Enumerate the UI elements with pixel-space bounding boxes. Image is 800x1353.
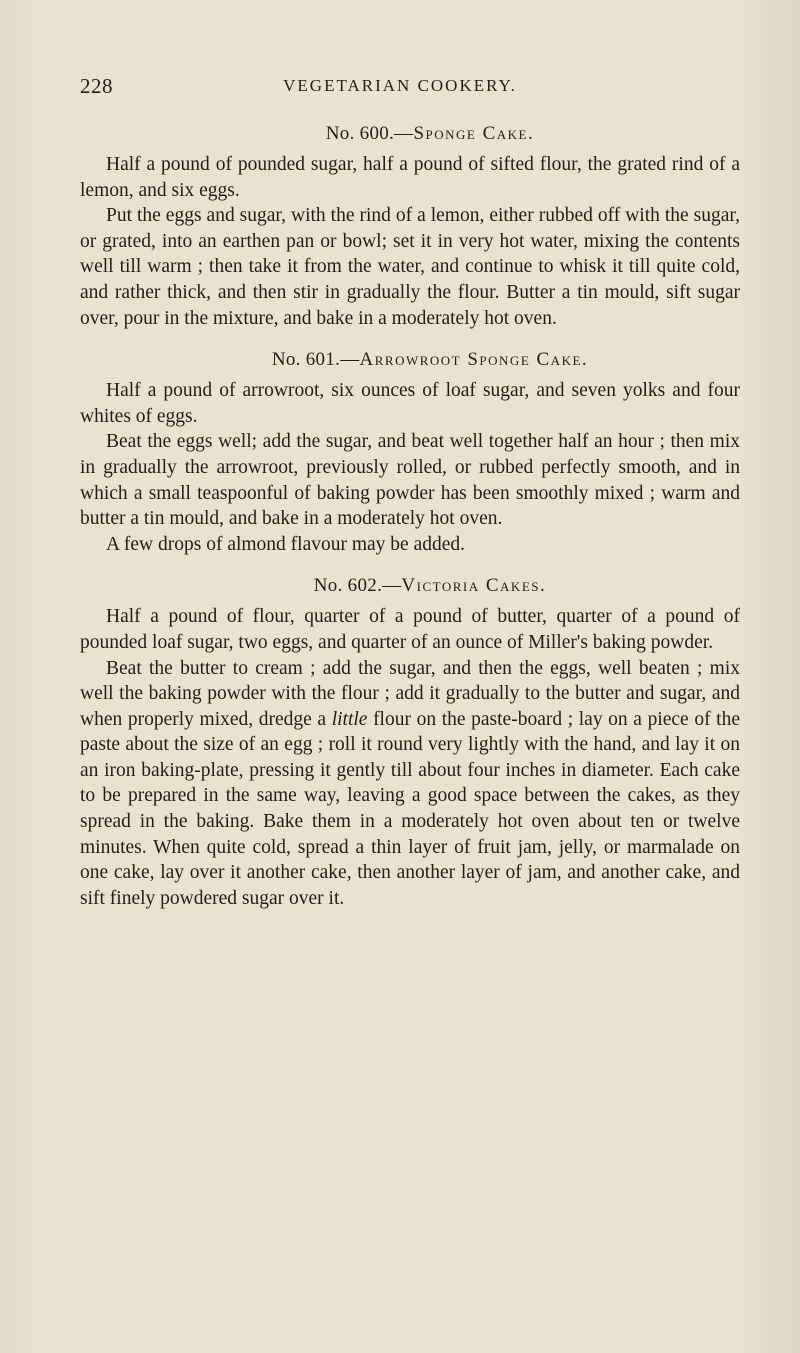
method-text-italic: little bbox=[331, 708, 368, 730]
recipe-ingredients: Half a pound of arrowroot, six ounces of loaf sugar, and seven yolks and four whites of eggs. bbox=[80, 380, 740, 427]
recipe-method: Beat the eggs well; add the sugar, and beat well together half an hour ; then mix in gradually the arrowroot, previously rolled, or rubbed perfectly smooth, and in which a small teaspoonful of baking powder has been smoothly mixed ; warm and butter a tin mould, and bake in a moderately hot oven. bbox=[80, 431, 740, 530]
running-head: VEGETARIAN COOKERY. bbox=[283, 76, 517, 95]
recipe-number: No. 600.— bbox=[325, 123, 414, 144]
recipe-number: No. 601.— bbox=[271, 349, 360, 371]
recipe-601 bbox=[80, 346, 740, 557]
recipe-ingredients: Half a pound of pounded sugar, half a pound of sifted flour, the grated rind of a lemon, and six eggs. bbox=[80, 154, 740, 201]
recipe-602 bbox=[80, 572, 740, 911]
page-header bbox=[80, 74, 720, 104]
recipe-title: Arrowroot Sponge Cake. bbox=[359, 349, 589, 371]
recipe-heading bbox=[80, 346, 740, 374]
recipe-title: Victoria Cakes. bbox=[401, 575, 547, 597]
recipe-title: Sponge Cake. bbox=[413, 123, 535, 144]
method-text-part1: Beat the butter to cream ; add the sugar, and then the eggs, well beaten ; mix well the baking powder with the flour ; add it gradually to the butter and sugar, and when properly mixed, dredge a bbox=[80, 657, 740, 730]
page-number: 228 bbox=[80, 74, 113, 98]
recipe-heading bbox=[80, 572, 740, 600]
recipe-method bbox=[80, 656, 740, 912]
recipe-number: No. 602.— bbox=[313, 575, 402, 597]
recipe-method: Put the eggs and sugar, with the rind of a lemon, either rubbed off with the sugar, or grated, into an earthen pan or bowl; set it in very hot water, mixing the contents well till warm ; then take it from the water, and continue to whisk it till quite cold, and rather thick, and then stir in gradually the flour. Butter a tin mould, sift sugar over, pour in the mixture, and bake in a moderately hot oven. bbox=[80, 205, 740, 329]
method-text-part2: flour on the paste-board ; lay on a piece of the paste about the size of an egg ; roll it round very lightly with the hand, and lay it on an iron baking-plate, pressing it gently till about four inches in diameter. Each cake to be prepared in the same way, leaving a good space between the cakes, as they spread in the baking. Bake them in a moderately hot oven about ten or twelve minutes. When quite cold, spread a thin layer of fruit jam, jelly, or marmalade on one cake, lay over it another cake, then another layer of jam, and another cake, and sift finely powdered sugar over it. bbox=[80, 708, 741, 909]
page-body bbox=[80, 120, 740, 926]
recipe-heading bbox=[80, 120, 740, 148]
recipe-note: A few drops of almond flavour may be added. bbox=[106, 533, 466, 555]
recipe-600 bbox=[80, 120, 740, 331]
recipe-ingredients: Half a pound of flour, quarter of a pound of butter, quarter of a pound of pounded loaf sugar, two eggs, and quarter of an ounce of Miller's baking powder. bbox=[80, 606, 740, 653]
